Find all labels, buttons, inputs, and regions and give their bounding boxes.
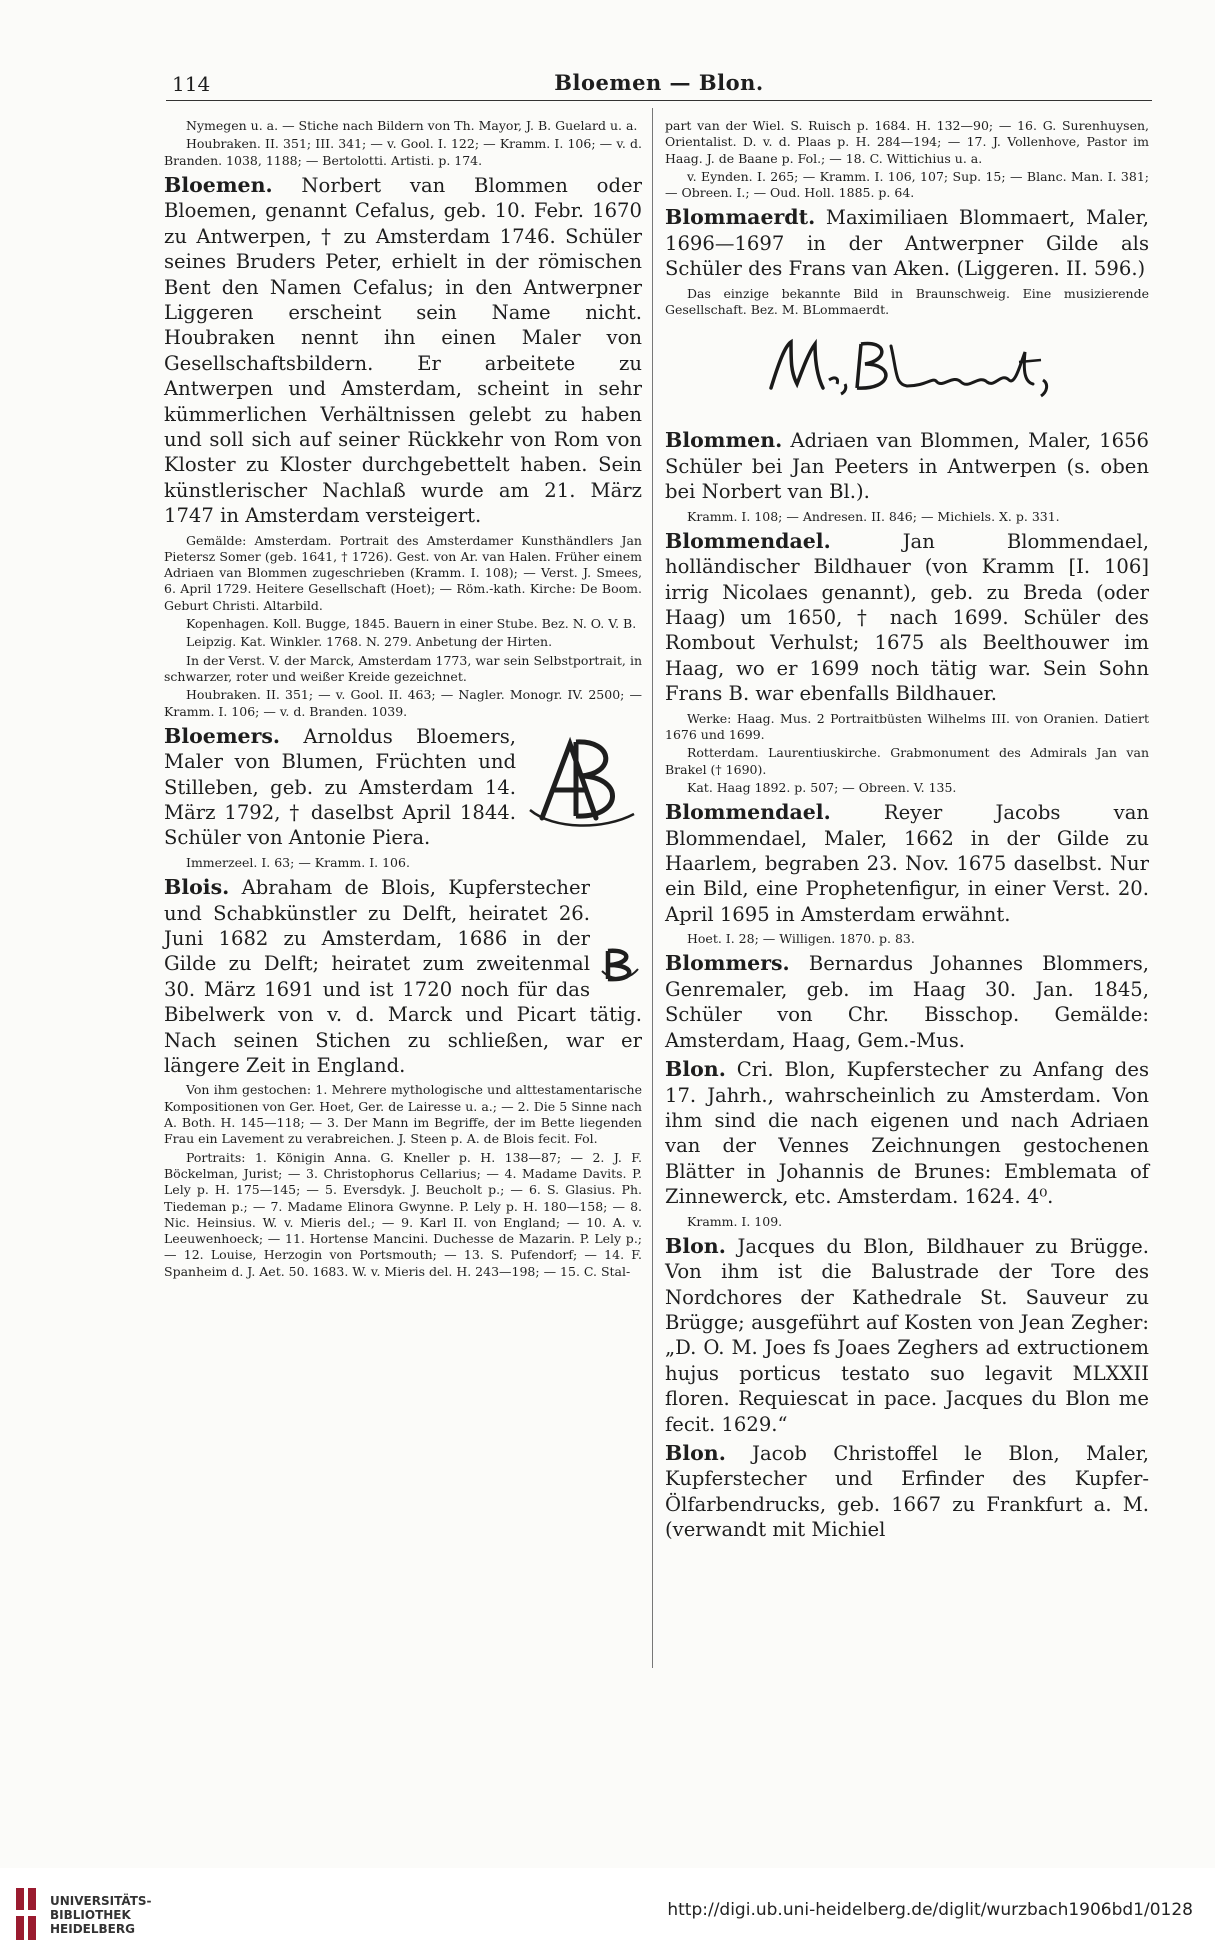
headword: Blommendael. xyxy=(665,800,831,825)
works-list: Gemälde: Amsterdam. Portrait des Amsterdamer Kunsthändlers Jan Pietersz Somer (geb. 1641, † 1726). Gest. von Ar. van Halen. Früher einem Adriaen van Blommen zugeschrieben (Kramm. I. 108); — Verst. J. Smees, 6. April 1729. Heitere Gesellschaft (Hoet); — Röm.-kath. Kirche: De Boom. Geburt Christi. Altarbild. xyxy=(164,532,642,613)
references: Kramm. I. 109. xyxy=(687,1213,783,1229)
entry-text: Jacques du Blon, Bildhauer zu Brügge. Von ihm ist die Balustrade der Tore des Nordchores der Kathedrale St. Sauveur zu Brügge; ausgeführt auf Kosten von Jean Zegher: „D. O. M. Joes fs Joaes Zeghers ad extructionem hujus porticus testato suo legavit MLXXII floren. Requiescat in pace. Jacques du Blon me fecit. 1629.“ xyxy=(665,1234,1150,1436)
entry-text: Maximiliaen Blommaert, Maler, 1696—1697 in der Antwerpner Gilde als Schüler des Frans van Aken. (Liggeren. II. 596.) xyxy=(665,206,1149,281)
works-list: Von ihm gestochen: 1. Mehrere mythologische und alttestamentarische Kompositionen von Ger. Hoet, Ger. de Lairesse u. a.; — 2. Die 5 Sinne nach A. Both. H. 145—118; — 3. Der Mann im Begriffe, der im Bette liegenden Frau ein Lavement zu verabreichen. J. Steen p. A. de Blois fecit. Fol. xyxy=(164,1082,642,1147)
entry-text: Adriaen van Blommen, Maler, 1656 Schüler bei Jan Peeters in Antwerpen (s. oben bei Norbert van Bl.). xyxy=(665,429,1150,504)
signature-image xyxy=(665,332,1149,410)
entry-blommers xyxy=(665,951,1149,1053)
headword: Blon. xyxy=(665,1233,726,1258)
entry-text: Jan Blommendael, holländischer Bildhauer (von Kramm [I. 106] irrig Nicolaes genannt), geb. zu Breda (oder Haag) um 1650, † nach 1699. Schüler des Rombout Verhulst; 1675 als Beelthouwer im Haag, wo er 1699 noch tätig war. Sein Sohn Frans B. war ebenfalls Bildhauer. xyxy=(665,529,1149,706)
works-list: Kopenhagen. Koll. Bugge, 1845. Bauern in einer Stube. Bez. N. O. V. B. xyxy=(186,616,637,632)
entry-text: Reyer Jacobs van Blommendael, Maler, 1662 in der Gilde zu Haarlem, begraben 23. Nov. 1675 daselbst. Nur ein Bild, eine Prophetenfigur, in einer Verst. 20. April 1695 in Amsterdam erwähnt. xyxy=(665,801,1149,926)
headword: Blois. xyxy=(164,875,230,900)
library-logo-icon xyxy=(14,1884,40,1944)
entry-text: Jacob Christoffel le Blon, Maler, Kupferstecher und Erfinder des Kupfer-Ölfarbendrucks, geb. 1667 zu Frankfurt a. M. (verwandt mit Michiel xyxy=(665,1442,1150,1542)
works-list: Rotterdam. Laurentiuskirche. Grabmonument des Admirals Jan van Brakel († 1690). xyxy=(665,745,1149,777)
headword: Bloemers. xyxy=(164,723,281,748)
headword: Bloemen. xyxy=(164,172,273,197)
references: Kramm. I. 108; — Andresen. II. 846; — Michiels. X. p. 331. xyxy=(687,508,1060,524)
headword: Blommaerdt. xyxy=(665,205,816,230)
entry-blommen xyxy=(665,428,1149,504)
library-footer xyxy=(0,1868,1215,1953)
works-list: Das einzige bekannte Bild in Braunschweig. Eine musizierende Gesellschaft. Bez. M. BLommaerdt. xyxy=(665,285,1149,317)
running-head xyxy=(166,66,1152,101)
headword: Blon. xyxy=(665,1057,726,1082)
continued-citation: Nymegen u. a. — Stiche nach Bildern von Th. Mayor, J. B. Guelard u. a. xyxy=(186,118,638,133)
source-url-link[interactable]: http://digi.ub.uni-heidelberg.de/diglit/wurzbach1906bd1/0128 xyxy=(667,1900,1193,1920)
works-list: Portraits: 1. Königin Anna. G. Kneller p. H. 138—87; — 2. J. F. Böckelman, Jurist; — 3. Christophorus Cellarius; — 4. Madame Davits. P. Lely p. H. 175—145; — 5. Eversdyk. J. Beucholt p.; — 6. S. Glasius. Ph. Tiedeman p.; — 7. Madame Elinora Gwynne. P. Lely p. H. 180—158; — 8. Nic. Heinsius. W. v. Mieris del.; — 9. Karl II. von England; — 10. A. v. Leeuwenhoeck; — 11. Hortense Mancini. Duchesse de Mazarin. P. Lely p.; — 12. Louise, Herzogin von Portsmouth; — 13. S. Pufendorf; — 14. F. Spanheim d. J. Aet. 50. 1683. W. v. Mieris del. H. 243—198; — 15. C. Stal- xyxy=(164,1149,642,1279)
entry-blon-cri xyxy=(665,1057,1149,1209)
page-number: 114 xyxy=(172,72,211,96)
headword: Blon. xyxy=(665,1441,726,1466)
headword: Blommendael. xyxy=(665,528,831,553)
entry-text: Norbert van Blommen oder Bloemen, genannt Cefalus, geb. 10. Febr. 1670 zu Antwerpen, † zu Amsterdam 1746. Schüler seines Bruders Peter, erhielt in der römischen Bent den Namen Cefalus; in den Antwerpner Liggeren erscheint sein Name nicht. Houbraken nennt ihn einen Maler von Gesellschaftsbildern. Er arbeitete zu Antwerpen und Amsterdam, scheint in sehr kümmerlichen Verhältnissen gelebt zu haben und soll sich auf seiner Rückkehr von Rom von Kloster zu Kloster durchgebettelt haben. Sein künstlerischer Nachlaß wurde am 21. März 1747 in Amsterdam versteigert. xyxy=(164,173,642,528)
entry-blommendael-jan xyxy=(665,529,1149,707)
references: Kat. Haag 1892. p. 507; — Obreen. V. 135. xyxy=(687,779,957,795)
right-column xyxy=(665,118,1149,1547)
references: Hoet. I. 28; — Willigen. 1870. p. 83. xyxy=(687,931,915,947)
entry-text: Arnoldus Bloemers, Maler von Blumen, Früchten und Stilleben, geb. zu Amsterdam 14. März 1792, † daselbst April 1844. Schüler von Antonie Piera. xyxy=(164,724,516,850)
entry-blois xyxy=(164,875,642,1078)
entry-blommendael-reyer xyxy=(665,800,1149,927)
works-list: In der Verst. V. der Marck, Amsterdam 1773, war sein Selbstportrait, in schwarzer, roter und weißer Kreide gezeichnet. xyxy=(164,652,642,684)
monogram-ab-image xyxy=(524,730,642,840)
works-list: Werke: Haag. Mus. 2 Portraitbüsten Wilhelms III. von Oranien. Datiert 1676 und 1699. xyxy=(665,710,1149,742)
left-column xyxy=(164,118,642,1282)
entry-bloemen xyxy=(164,173,642,529)
column-divider xyxy=(652,108,653,1668)
entry-bloemers xyxy=(164,724,642,851)
entry-text: Abraham de Blois, Kupferstecher und Schabkünstler zu Delft, heiratet 26. Juni 1682 zu Amsterdam, 1686 in der Gilde zu Delft; heiratet zum zweitenmal 30. März 1691 und ist 1720 noch für das Bibelwerk von v. d. Marck und Picart tätig. Nach seinen Stichen zu schließen, war er längere Zeit in England. xyxy=(164,876,642,1078)
page-title: Bloemen — Blon. xyxy=(554,70,764,95)
references: v. Eynden. I. 265; — Kramm. I. 106, 107; Sup. 15; — Blanc. Man. I. 381; — Obreen. I.; — Oud. Holl. 1885. p. 64. xyxy=(665,168,1149,201)
headword: Blommen. xyxy=(665,428,783,453)
entry-text: Cri. Blon, Kupferstecher zu Anfang des 17. Jahrh., wahrscheinlich zu Amsterdam. Von ihm sind die nach eigenen und nach Adriaen van der Vennes Zeichnungen gestochenen Blätter in Johannis de Brunes: Emblemata of Zinnewerck, etc. Amsterdam. 1624. 4⁰. xyxy=(665,1058,1149,1209)
headword: Blommers. xyxy=(665,951,790,976)
references: Houbraken. II. 351; — v. Gool. II. 463; — Nagler. Monogr. IV. 2500; — Kramm. I. 106; — v. d. Branden. 1039. xyxy=(164,687,642,719)
references: Immerzeel. I. 63; — Kramm. I. 106. xyxy=(186,854,410,870)
works-list: Leipzig. Kat. Winkler. 1768. N. 279. Anbetung der Hirten. xyxy=(186,634,553,650)
entry-text: Bernardus Johannes Blommers, Genremaler, geb. im Haag 30. Jan. 1845, Schüler von Chr. Bisschop. Gemälde: Amsterdam, Haag, Gem.-Mus. xyxy=(665,952,1149,1052)
entry-blommaerdt xyxy=(665,205,1149,281)
entry-blon-jacob xyxy=(665,1441,1149,1543)
monogram-b-image xyxy=(598,945,642,991)
entry-blon-jacques xyxy=(665,1234,1149,1437)
continued-works: part van der Wiel. S. Ruisch p. 1684. H. 132—90; — 16. G. Surenhuysen, Orientalist. D. v. d. Plaas p. H. 284—194; — 17. J. Vollenhove, Pastor im Haag. J. de Baane p. Fol.; — 18. C. Wittichius u. a. xyxy=(665,118,1149,166)
references: Houbraken. II. 351; III. 341; — v. Gool. I. 122; — Kramm. I. 106; — v. d. Branden. 1038, 1188; — Bertolotti. Artisti. p. 174. xyxy=(164,136,642,168)
institution-name: UNIVERSITÄTS- BIBLIOTHEK HEIDELBERG xyxy=(50,1894,152,1936)
